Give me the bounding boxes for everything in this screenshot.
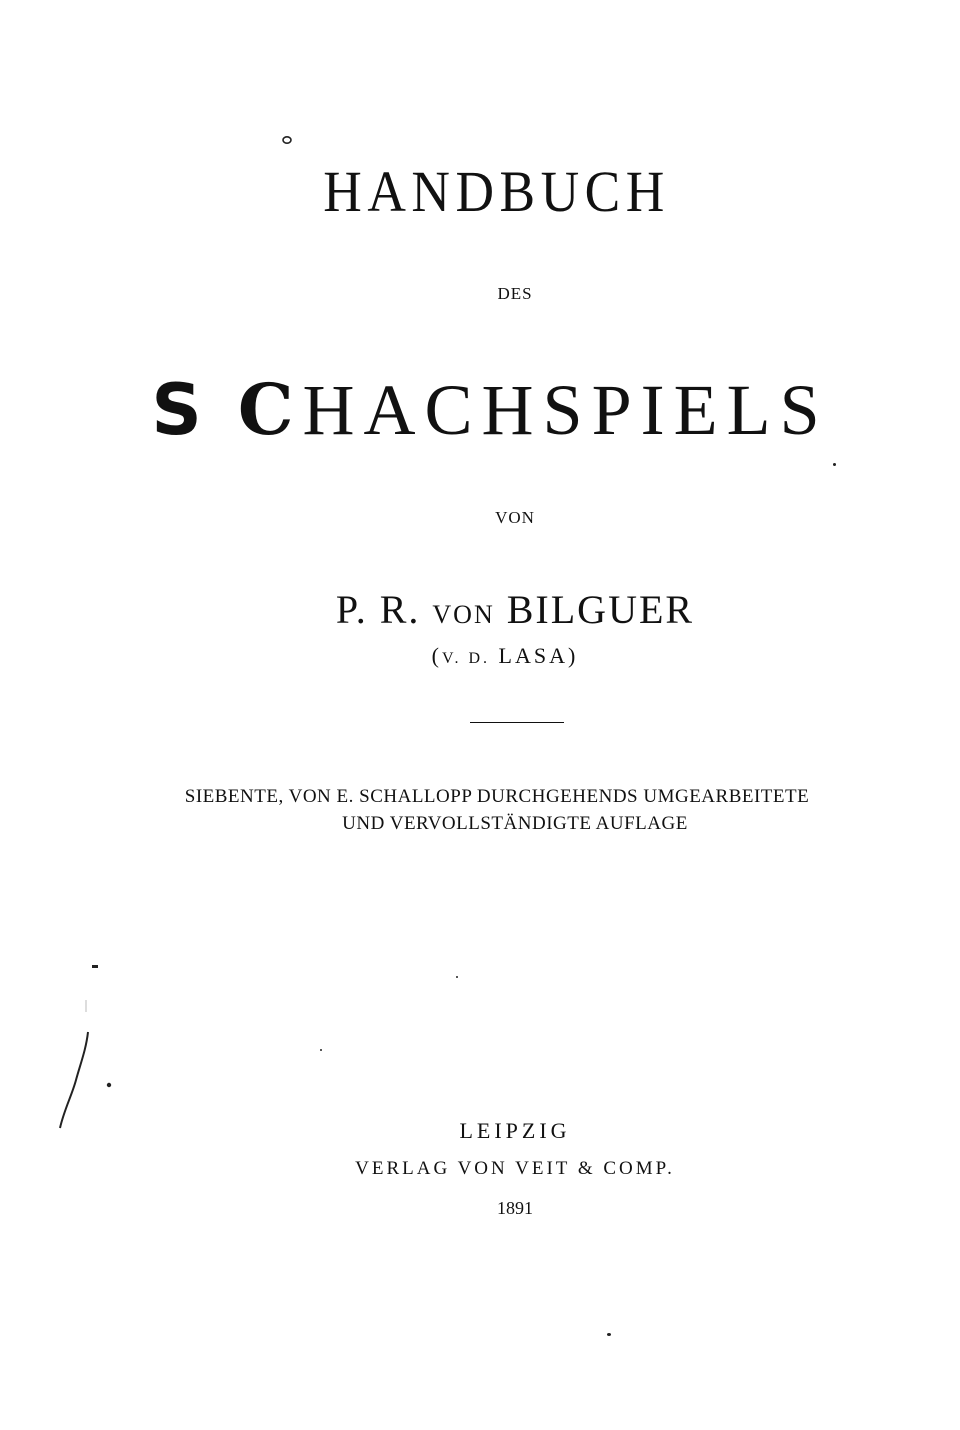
divider-rule <box>470 722 564 723</box>
ink-speck <box>456 976 458 978</box>
ink-mark-circle <box>281 135 293 145</box>
author-connector-von: VON <box>495 508 535 527</box>
author-name <box>0 586 960 633</box>
ink-speck <box>607 1333 611 1336</box>
edition-statement-line-1: SIEBENTE, VON E. SCHALLOPP DURCHGEHENDS UMGEARBEITETE <box>184 786 810 807</box>
margin-ink-stroke <box>50 960 130 1140</box>
book-subject <box>0 368 960 452</box>
pseudonym-open-paren: ( <box>431 643 442 668</box>
book-title: HANDBUCH <box>323 159 670 224</box>
pseudonym-close-paren: ) <box>568 643 579 668</box>
ink-speck <box>320 1049 322 1051</box>
publication-place: LEIPZIG <box>459 1118 571 1143</box>
subject-rest: HACHSPIELS <box>302 370 829 450</box>
subject-initial-s: S <box>151 369 211 451</box>
author-pseudonym <box>0 643 960 669</box>
author-von: VON <box>432 600 495 629</box>
subject-initial-c: C <box>237 368 303 451</box>
author-initials: P. R. <box>335 587 421 632</box>
pseudonym-prefix: V. D. <box>442 650 491 667</box>
publication-year: 1891 <box>497 1198 533 1218</box>
ink-speck <box>833 463 836 466</box>
pseudonym-name: LASA <box>498 643 568 668</box>
publisher: VERLAG VON VEIT & COMP. <box>355 1158 675 1179</box>
edition-statement-line-2: UND VERVOLLSTÄNDIGTE AUFLAGE <box>342 813 688 834</box>
title-connector-des: DES <box>497 284 533 303</box>
author-surname: BILGUER <box>506 587 695 632</box>
